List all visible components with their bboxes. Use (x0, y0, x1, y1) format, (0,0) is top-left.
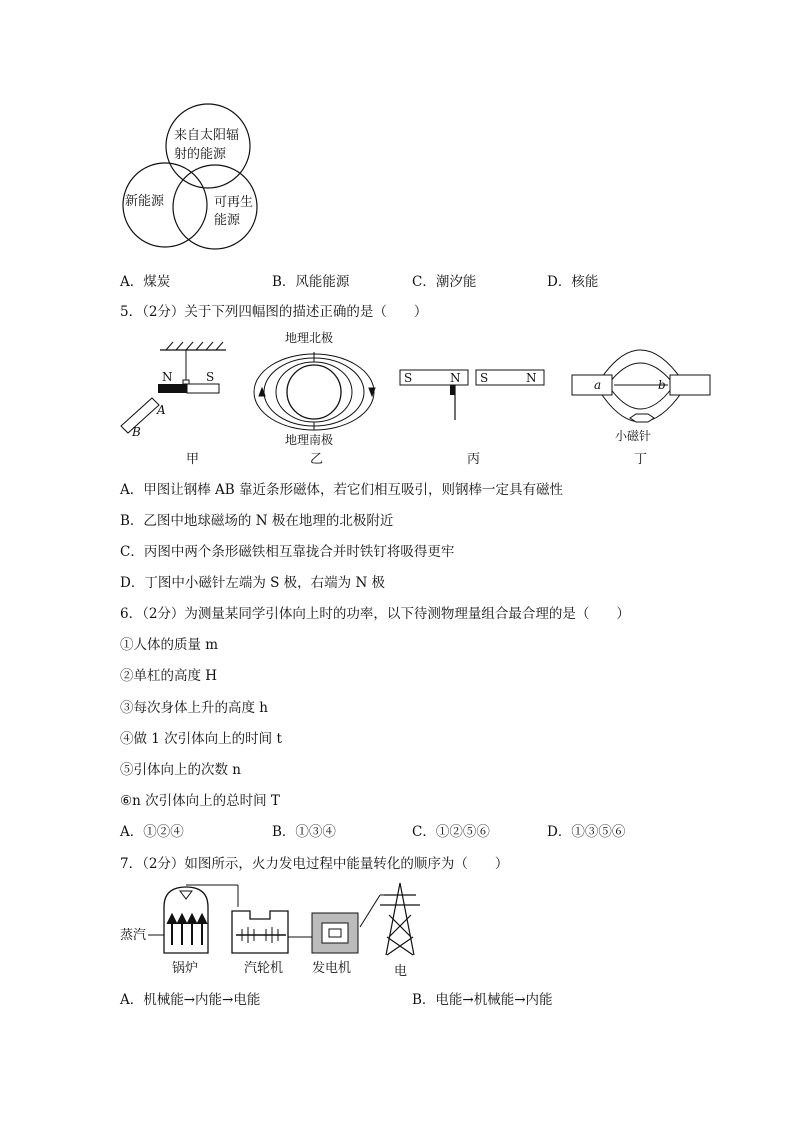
q4-option-b[interactable]: B．风能能源 (272, 274, 350, 290)
ding-label-a: a (594, 378, 602, 392)
q6-item-1: ①人体的质量 m (120, 637, 219, 653)
venn-label-renewable-2: 能源 (214, 213, 241, 228)
boiler-label: 锅炉 (172, 961, 199, 976)
venn-label-renewable-1: 可再生 (214, 195, 254, 210)
generator-label: 发电机 (312, 961, 352, 976)
q6-item-6: ⑥n 次引体向上的总时间 T (120, 793, 280, 809)
q5-option-b[interactable]: B．乙图中地球磁场的 N 极在地理的北极附近 (120, 513, 394, 529)
ding-label-b: b (658, 378, 666, 392)
bing-label-n1: N (450, 371, 461, 385)
power-label: 电 (394, 964, 408, 979)
q6-option-a[interactable]: A．①②④ (120, 824, 184, 840)
q4-option-c[interactable]: C．潮汐能 (412, 274, 477, 290)
q4-option-d[interactable]: D．核能 (547, 274, 599, 290)
venn-label-solar-2: 射的能源 (174, 147, 227, 162)
q5-stem: 5．（2分）关于下列四幅图的描述正确的是（ ） (120, 304, 428, 320)
jia-label-a: A (157, 403, 166, 417)
q6-item-2: ②单杠的高度 H (120, 668, 218, 684)
venn-label-solar-1: 来自太阳辐 (174, 128, 240, 143)
figure-jia (121, 342, 226, 467)
q5-option-d[interactable]: D．丁图中小磁针左端为 S 极，右端为 N 极 (120, 575, 386, 591)
steam-label: 蒸汽 (120, 928, 147, 943)
q6-stem: 6．（2分）为测量某同学引体向上时的功率，以下待测物理量组合最合理的是（ ） (120, 606, 630, 622)
jia-label-b: B (132, 425, 141, 439)
venn-diagram (0, 0, 794, 270)
jia-label-n: N (162, 370, 173, 384)
bing-label-s1: S (404, 371, 413, 385)
q6-item-5: ⑤引体向上的次数 n (120, 762, 241, 778)
bing-label-s2: S (480, 371, 489, 385)
generator-icon (312, 913, 358, 953)
boiler-icon (164, 887, 208, 953)
power-plant-diagram (0, 875, 794, 980)
q7-option-a[interactable]: A．机械能→内能→电能 (120, 992, 261, 1008)
q6-item-3: ③每次身体上升的高度 h (120, 700, 268, 716)
q7-option-b[interactable]: B．电能→机械能→内能 (412, 992, 553, 1008)
q6-option-c[interactable]: C．①②⑤⑥ (412, 824, 490, 840)
figure-ding (572, 350, 710, 467)
jia-label-s: S (206, 370, 215, 384)
bing-label-n2: N (526, 371, 537, 385)
power-tower-icon (380, 883, 420, 955)
jia-caption: 甲 (186, 452, 200, 467)
magnet-figures (0, 320, 794, 470)
ding-caption: 丁 (634, 452, 648, 467)
figure-yi (254, 352, 375, 430)
yi-caption: 乙 (310, 452, 324, 467)
ding-label-needle: 小磁针 (615, 429, 652, 443)
bing-caption: 丙 (467, 452, 481, 467)
turbine-label: 汽轮机 (244, 961, 284, 976)
q4-option-a[interactable]: A．煤炭 (120, 274, 171, 290)
venn-circle-solar (166, 104, 250, 188)
yi-label-south: 地理南极 (285, 433, 334, 447)
q5-option-c[interactable]: C．丙图中两个条形磁铁相互靠拢合并时铁钉将吸得更牢 (120, 544, 455, 560)
q6-option-d[interactable]: D．①③⑤⑥ (547, 824, 626, 840)
turbine-icon (232, 911, 288, 953)
q7-stem: 7．（2分）如图所示，火力发电过程中能量转化的顺序为（ ） (120, 856, 509, 872)
q6-option-b[interactable]: B．①③④ (272, 824, 336, 840)
figure-bing (400, 370, 544, 467)
q5-option-a[interactable]: A．甲图让钢棒 AB 靠近条形磁体，若它们相互吸引，则钢棒一定具有磁性 (120, 482, 564, 498)
q6-item-4: ④做 1 次引体向上的时间 t (120, 731, 282, 747)
yi-label-north: 地理北极 (285, 331, 334, 345)
venn-label-new: 新能源 (125, 194, 165, 209)
